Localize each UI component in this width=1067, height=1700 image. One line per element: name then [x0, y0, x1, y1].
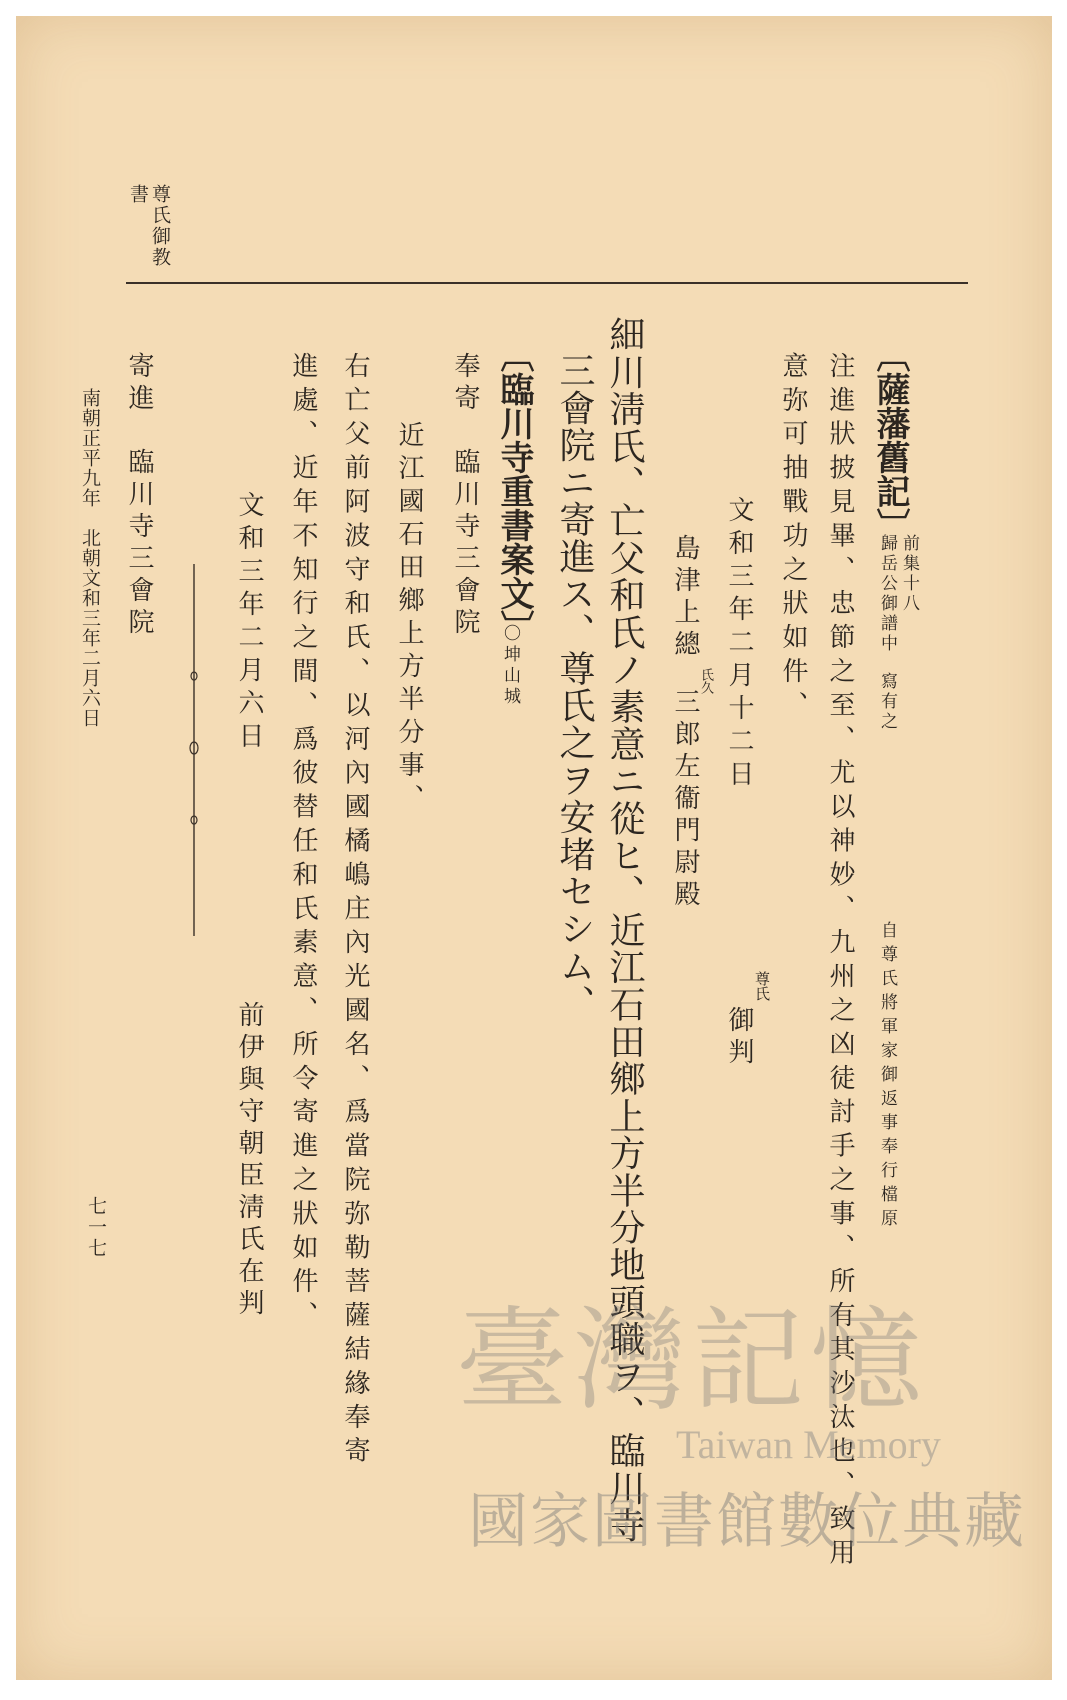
ornamental-divider	[188, 564, 200, 936]
seal-1-small: 尊氏	[753, 971, 771, 1001]
running-title-a: 尊氏御教	[149, 184, 171, 268]
source-title-2-text: 〔臨川寺重書案文〕	[494, 338, 534, 644]
watermark-sub: 國家圖書館數位典藏	[468, 1487, 1026, 1557]
side-heading	[126, 352, 152, 640]
watermark-english: Taiwan Memory	[676, 1422, 941, 1467]
addressee-1a-text: 島津上總	[670, 534, 700, 662]
era-dates-text: 南朝正平九年 北朝文和三年二月六日	[79, 388, 101, 728]
date-1-text: 文和三年二月十二日	[724, 496, 754, 793]
text-col-11-content: 右亡父前阿波守和氏、以河內國橘嶋庄內光國名、爲當院弥勒菩薩結緣奉寄	[340, 352, 370, 1471]
date-2	[236, 491, 262, 755]
source-title-2-note-text: 〇坤山城	[500, 624, 520, 708]
note-b: 歸岳公御譜中	[877, 534, 897, 654]
note-d: 自尊氏將軍家御返事奉行檔原	[877, 921, 897, 1233]
date-2-text: 文和三年二月六日	[234, 491, 264, 755]
source-note-left	[878, 534, 895, 732]
text-col-12-content: 進處、近年不知行之間、爲彼替任和氏素意、所令寄進之狀如件、	[288, 352, 318, 1336]
addressee-1b	[672, 688, 698, 912]
text-col-10-content: 近江國石田鄉上方半分事、	[394, 421, 424, 817]
addressee-1a	[672, 534, 698, 662]
text-col-11	[342, 352, 368, 1471]
addressee-1-small	[699, 668, 712, 694]
addressee-1-small-text: 氏久	[698, 668, 713, 694]
seal-1	[726, 1006, 752, 1070]
era-dates	[80, 388, 99, 728]
addressee-1b-text: 三郎左衞門尉殿	[670, 688, 700, 912]
summary-col-1-text: 細川淸氏、亡父和氏ノ素意ニ從ヒ、近江石田鄉上方半分地頭職ヲ、臨川寺	[604, 316, 645, 1544]
seal-1-text: 御判	[724, 1006, 754, 1070]
text-col-9-content: 奉寄 臨川寺三會院	[450, 352, 480, 640]
source-title-2	[494, 338, 534, 644]
side-heading-text: 寄進 臨川寺三會院	[124, 352, 154, 640]
page-number-text: 七一七	[85, 1196, 107, 1259]
signer-text: 前伊與守朝臣淸氏在判	[234, 1001, 264, 1321]
source-title-text: 〔薩藩舊記〕	[870, 338, 910, 542]
header-rule	[126, 282, 968, 284]
text-col-3	[780, 352, 806, 725]
seal-1-label	[754, 971, 769, 1001]
page-number	[86, 1196, 105, 1259]
note-c: 寫有之	[877, 672, 897, 732]
source-title	[870, 338, 910, 542]
running-title-second	[128, 184, 147, 203]
text-col-2-content: 注進狀披見畢、忠節之至、尤以神妙、九州之凶徒討手之事、所有其沙汰也、致用	[825, 352, 855, 1573]
signer	[236, 1001, 262, 1321]
note-a: 前集十八	[899, 534, 919, 614]
text-col-3-content: 意弥可抽戰功之狀如件、	[778, 352, 808, 725]
text-col-12	[290, 352, 316, 1335]
source-note-long	[878, 921, 895, 1233]
summary-col-2	[554, 352, 595, 1022]
source-title-2-note	[501, 624, 518, 708]
watermark-main: 臺灣記憶	[456, 1296, 928, 1426]
ornament-icon	[188, 564, 200, 936]
source-note-right	[900, 534, 917, 614]
date-1	[726, 496, 752, 793]
text-col-10	[396, 421, 422, 817]
book-page	[16, 16, 1052, 1680]
running-title-b: 書	[127, 184, 149, 203]
summary-col-2-text: 三會院ニ寄進ス、尊氏之ヲ安堵セシム、	[554, 352, 595, 1022]
text-col-9	[452, 352, 478, 640]
running-title	[150, 184, 169, 268]
